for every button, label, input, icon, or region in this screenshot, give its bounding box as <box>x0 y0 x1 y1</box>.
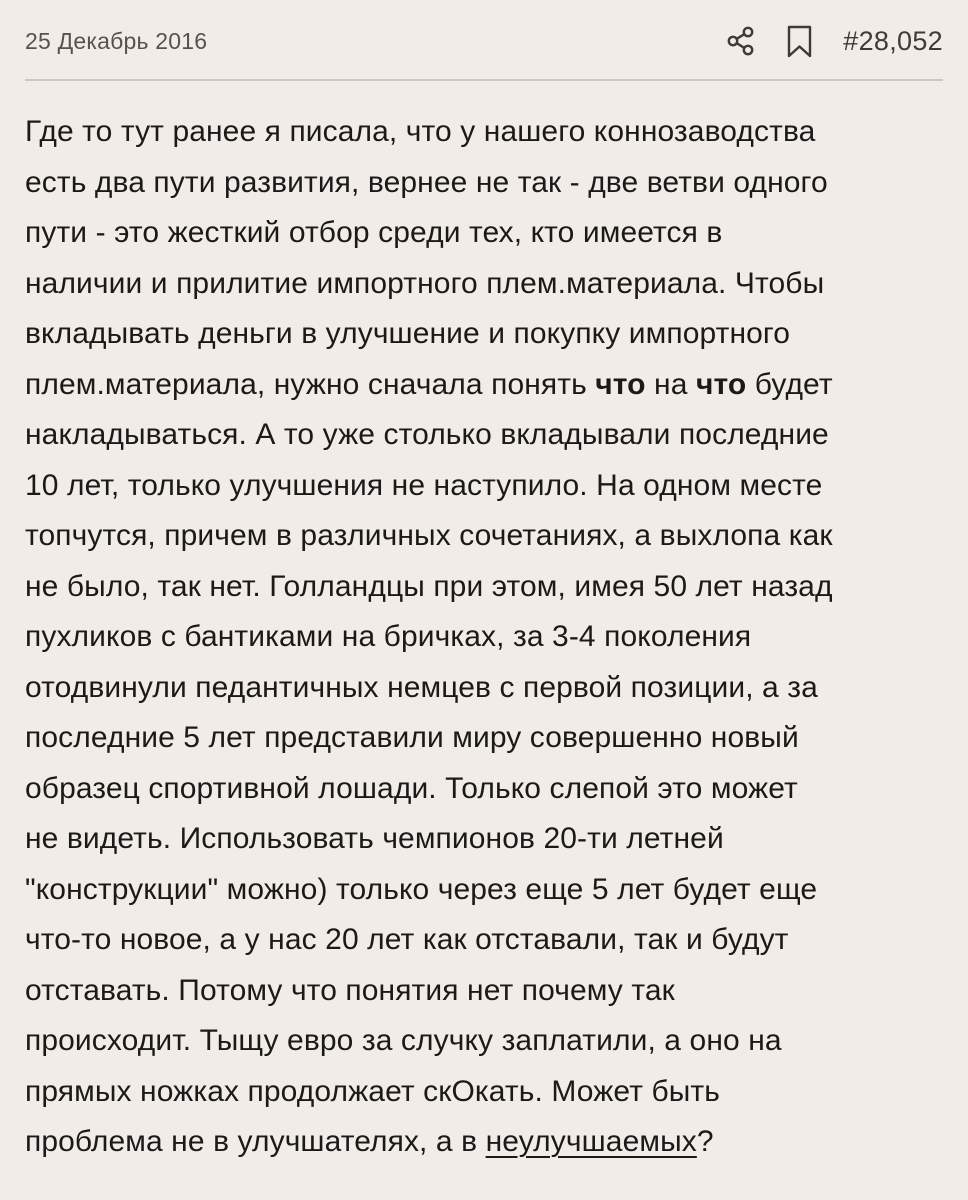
text-segment: образец спортивной лошади. Только слепой это может <box>25 771 798 805</box>
post-body <box>0 81 968 1168</box>
text-line <box>25 865 943 916</box>
text-segment: не видеть. Использовать чемпионов 20-ти летней <box>25 822 724 855</box>
text-line <box>25 713 943 764</box>
post-date: 25 Декабрь 2016 <box>25 27 208 54</box>
text-line <box>25 309 943 360</box>
text-line <box>25 612 943 663</box>
text-line <box>25 107 943 158</box>
post-number-link[interactable]: #28,052 <box>843 25 943 56</box>
text-segment: происходит. Тыщу евро за случку заплатили, а оно на <box>25 1024 782 1057</box>
text-segment: пути - это жесткий отбор среди тех, кто имеется в <box>25 216 723 249</box>
text-line <box>25 663 943 714</box>
text-segment: вкладывать деньги в улучшение и покупку импортного <box>25 317 791 350</box>
text-line <box>25 1117 943 1168</box>
text-segment: проблема не в улучшателях, а в <box>25 1125 486 1158</box>
text-segment: топчутся, причем в различных сочетаниях, а выхлопа как <box>25 519 833 552</box>
text-line <box>25 764 943 815</box>
text-segment: отставать. Потому что понятия нет почему так <box>25 973 675 1007</box>
text-segment: не было, так нет. Голландцы при этом, имея 50 лет назад <box>25 569 833 603</box>
post-header-actions <box>726 25 943 58</box>
text-segment: прямых ножках продолжает скОкать. Может быть <box>25 1074 720 1108</box>
text-segment: пухликов с бантиками на бричках, за 3-4 поколения <box>25 620 752 653</box>
text-segment: есть два пути развития, вернее не так - две ветви одного <box>25 165 828 199</box>
text-segment: 10 лет, только улучшения не наступило. На одном месте <box>25 468 823 502</box>
text-segment: отодвинули педантичных немцев с первой позиции, а за <box>25 670 818 704</box>
text-line <box>25 158 943 209</box>
text-line <box>25 1067 943 1118</box>
text-segment: последние 5 лет представили миру совершенно новый <box>25 721 799 754</box>
share-button[interactable] <box>726 25 756 57</box>
text-line <box>25 511 943 562</box>
text-segment: Где то тут ранее я писала, что у нашего коннозаводства <box>25 115 816 148</box>
bookmark-icon <box>786 25 813 58</box>
text-segment: на <box>645 367 696 401</box>
underlined-text: неулучшаемых <box>485 1125 697 1158</box>
text-segment: будет <box>746 367 833 401</box>
text-line <box>25 1016 943 1067</box>
post-header <box>0 0 968 62</box>
text-line <box>25 410 943 461</box>
text-segment: "конструкции" можно) только через еще 5 лет будет еще <box>25 872 818 906</box>
text-segment: ? <box>696 1125 714 1158</box>
text-segment: наличии и прилитие импортного плем.материала. Чтобы <box>25 266 825 300</box>
text-line <box>25 814 943 865</box>
text-line <box>25 360 943 411</box>
share-icon <box>726 25 756 57</box>
text-line <box>25 461 943 512</box>
text-segment: накладываться. А то уже столько вкладывали последние <box>25 418 829 451</box>
text-segment: что-то новое, а у нас 20 лет как отставали, так и будут <box>25 923 789 956</box>
text-line <box>25 259 943 310</box>
text-line <box>25 966 943 1017</box>
text-segment: плем.материала, нужно сначала понять <box>25 367 596 401</box>
bold-text: что <box>695 367 747 401</box>
bookmark-button[interactable] <box>786 25 813 58</box>
text-line <box>25 208 943 259</box>
text-line <box>25 562 943 613</box>
text-line <box>25 915 943 966</box>
bold-text: что <box>595 367 646 401</box>
